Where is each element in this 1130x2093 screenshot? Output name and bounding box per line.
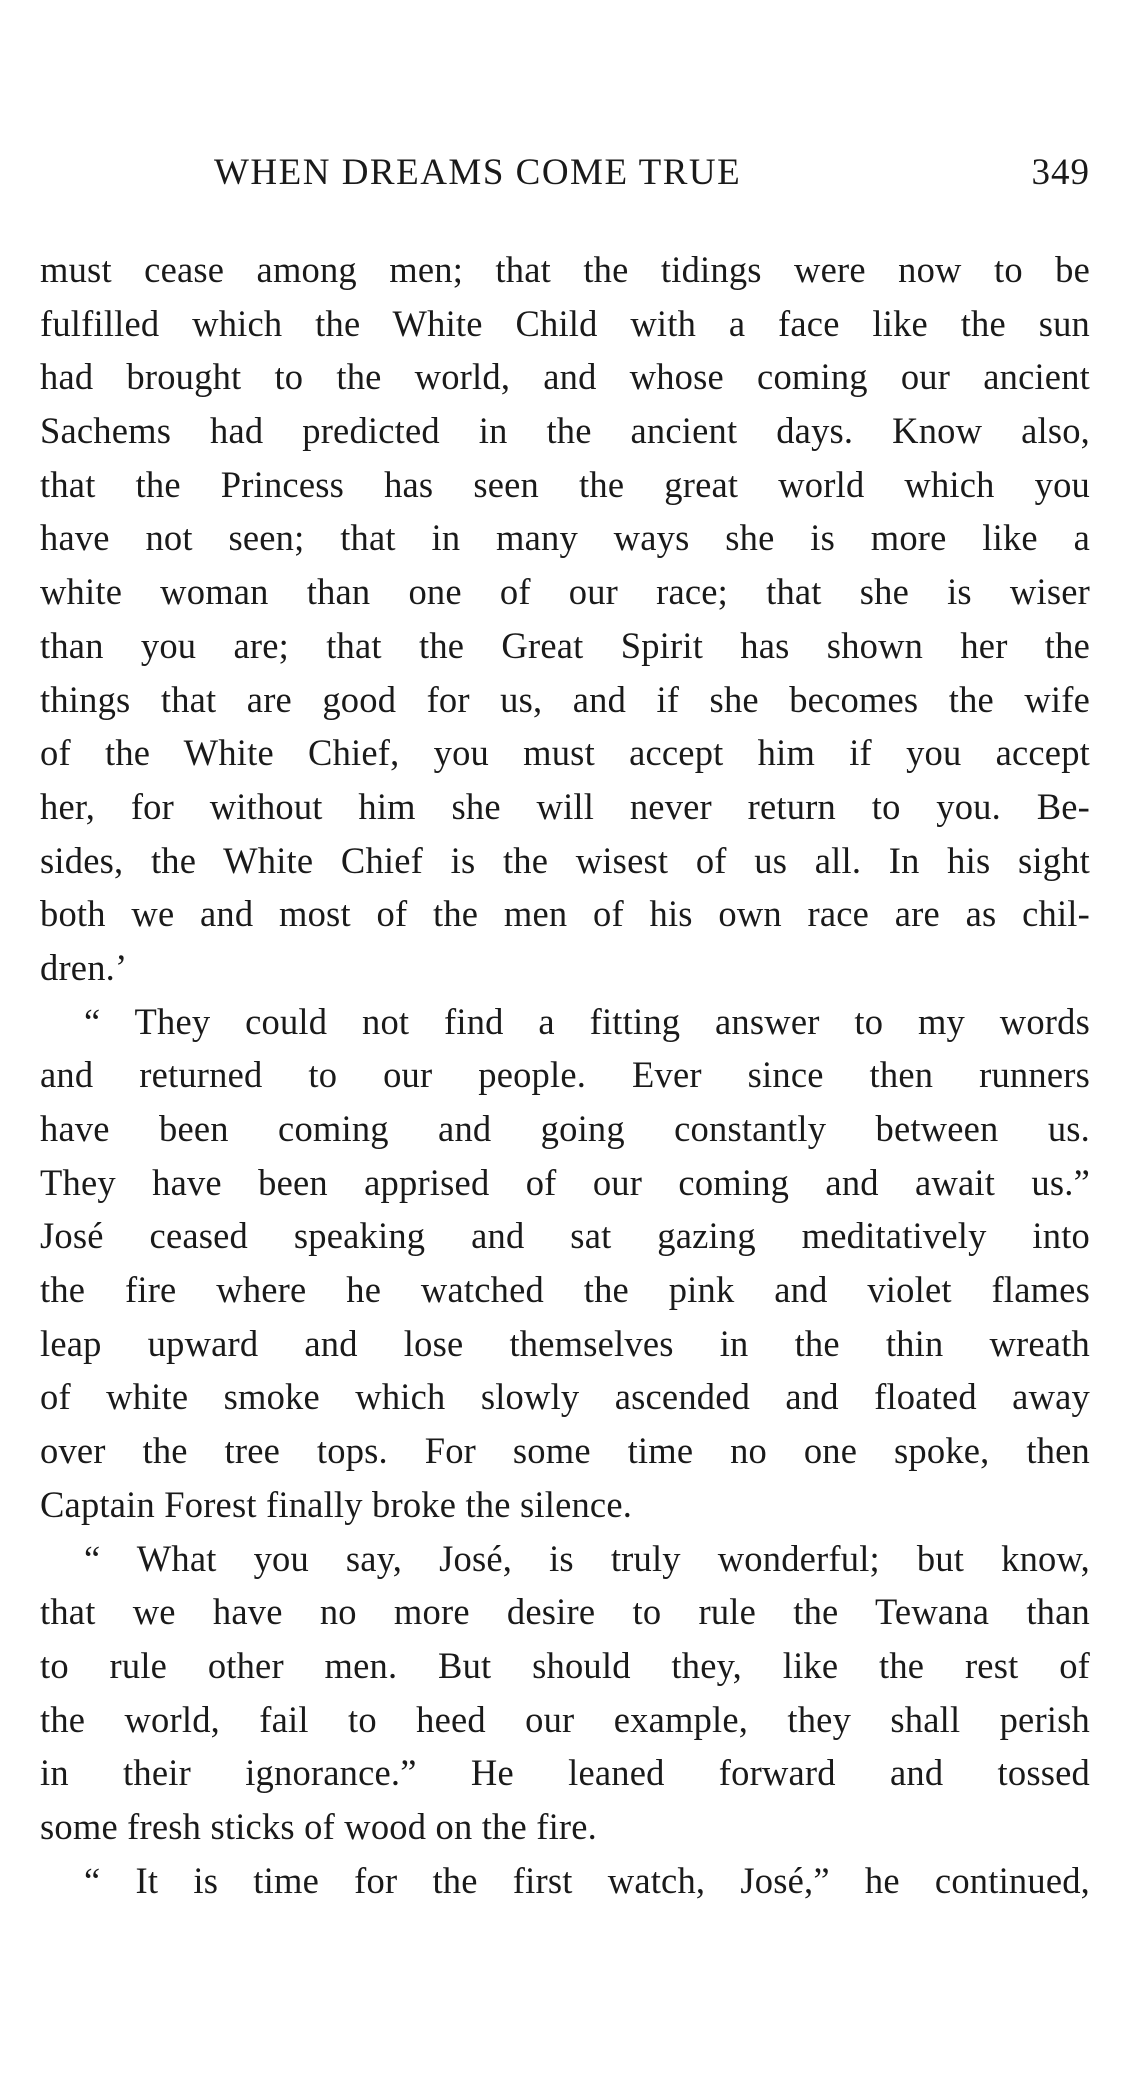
text-line: of white smoke which slowly ascended and floated away (40, 1376, 1090, 1418)
text-line: “ They could not find a fitting answer to my words (84, 1000, 1090, 1042)
running-title: WHEN DREAMS COME TRUE (214, 152, 742, 193)
text-line: sides, the White Chief is the wisest of us all. In his sight (40, 839, 1090, 881)
text-line: “ What you say, José, is truly wonderful; but know, (84, 1537, 1090, 1579)
text-line: her, for without him she will never return to you. Be- (40, 785, 1090, 827)
text-line: have been coming and going constantly between us. (40, 1108, 1090, 1149)
text-line: both we and most of the men of his own race are as chil- (40, 893, 1090, 935)
text-line: that we have no more desire to rule the Tewana than (40, 1591, 1090, 1633)
text-line: dren.’ (40, 946, 128, 988)
text-line: Sachems had predicted in the ancient days. Know also, (40, 410, 1090, 452)
text-line: leap upward and lose themselves in the thin wreath (40, 1322, 1090, 1364)
text-line: had brought to the world, and whose coming our ancient (40, 356, 1090, 398)
body-text (40, 243, 1090, 1907)
text-line: must cease among men; that the tidings were now to be (40, 249, 1090, 290)
text-line: Captain Forest finally broke the silence. (40, 1483, 633, 1525)
text-line: over the tree tops. For some time no one spoke, then (40, 1430, 1090, 1472)
text-line: have not seen; that in many ways she is more like a (40, 517, 1090, 559)
page-number: 349 (1031, 152, 1090, 193)
text-line: some fresh sticks of wood on the fire. (40, 1805, 598, 1847)
text-line: fulfilled which the White Child with a face like the sun (40, 302, 1090, 344)
text-line: and returned to our people. Ever since then runners (40, 1054, 1090, 1096)
text-line: of the White Chief, you must accept him if you accept (40, 732, 1090, 774)
text-line: that the Princess has seen the great world which you (40, 463, 1090, 505)
text-line: “ It is time for the first watch, José,” he continued, (84, 1859, 1090, 1901)
text-line: the fire where he watched the pink and violet flames (40, 1269, 1090, 1311)
text-line: than you are; that the Great Spirit has shown her the (40, 624, 1090, 666)
text-line: to rule other men. But should they, like the rest of (40, 1644, 1090, 1686)
text-line: the world, fail to heed our example, they shall perish (40, 1698, 1090, 1740)
text-line: white woman than one of our race; that she is wiser (40, 571, 1090, 613)
running-head (40, 148, 1090, 198)
text-line: things that are good for us, and if she becomes the wife (40, 678, 1090, 720)
text-line: José ceased speaking and sat gazing meditatively into (40, 1215, 1090, 1257)
text-line: in their ignorance.” He leaned forward and tossed (40, 1752, 1090, 1794)
text-line: They have been apprised of our coming and await us.” (40, 1161, 1090, 1203)
